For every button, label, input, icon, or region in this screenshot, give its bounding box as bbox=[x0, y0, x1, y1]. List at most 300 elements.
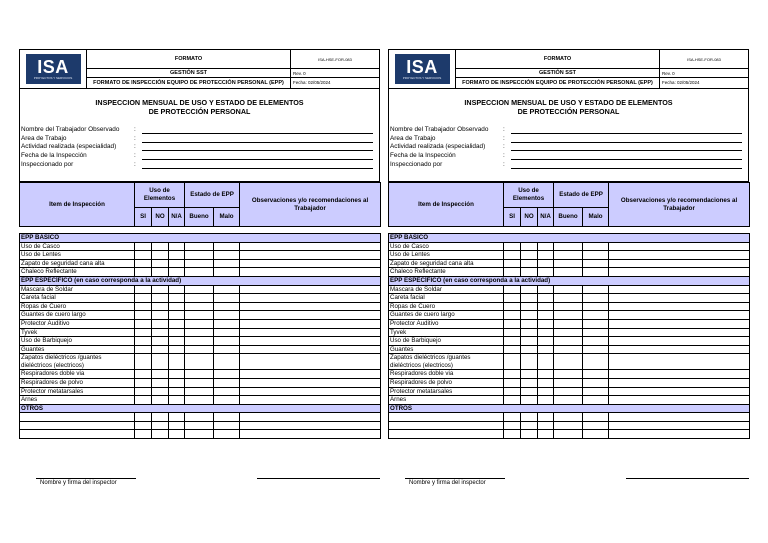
check-malo[interactable] bbox=[214, 413, 240, 422]
check-si[interactable] bbox=[504, 430, 521, 439]
check-malo[interactable] bbox=[583, 242, 609, 251]
observation-cell[interactable] bbox=[609, 251, 750, 260]
check-no[interactable] bbox=[521, 251, 538, 260]
check-na[interactable] bbox=[538, 345, 554, 354]
form-title: FORMATO DE INSPECCIÓN EQUIPO DE PROTECCIÓN PERSONAL (EPP) bbox=[456, 77, 659, 87]
check-si[interactable] bbox=[135, 294, 152, 303]
check-na[interactable] bbox=[538, 268, 554, 277]
check-na[interactable] bbox=[169, 370, 185, 379]
check-malo[interactable] bbox=[214, 259, 240, 268]
check-si[interactable] bbox=[135, 337, 152, 346]
check-no[interactable] bbox=[152, 259, 169, 268]
check-si[interactable] bbox=[135, 387, 152, 396]
check-no[interactable] bbox=[521, 302, 538, 311]
check-na[interactable] bbox=[538, 370, 554, 379]
check-na[interactable] bbox=[169, 337, 185, 346]
item-label[interactable] bbox=[389, 421, 504, 430]
check-malo[interactable] bbox=[583, 311, 609, 320]
table-row bbox=[389, 387, 750, 396]
check-si[interactable] bbox=[135, 370, 152, 379]
check-bueno[interactable] bbox=[185, 396, 214, 405]
check-bueno[interactable] bbox=[185, 337, 214, 346]
check-bueno[interactable] bbox=[554, 421, 583, 430]
check-bueno[interactable] bbox=[185, 378, 214, 387]
table-row bbox=[20, 337, 381, 346]
observation-cell[interactable] bbox=[609, 387, 750, 396]
check-si[interactable] bbox=[504, 370, 521, 379]
check-no[interactable] bbox=[521, 259, 538, 268]
check-si[interactable] bbox=[135, 319, 152, 328]
field-input-line[interactable] bbox=[511, 152, 742, 160]
field-input-line[interactable] bbox=[511, 135, 742, 143]
check-malo[interactable] bbox=[583, 319, 609, 328]
observation-cell[interactable] bbox=[609, 259, 750, 268]
check-no[interactable] bbox=[152, 413, 169, 422]
field-input-line[interactable] bbox=[142, 143, 373, 151]
item-label: Careta facial bbox=[20, 294, 135, 303]
check-si[interactable] bbox=[135, 268, 152, 277]
check-na[interactable] bbox=[169, 413, 185, 422]
check-na[interactable] bbox=[169, 319, 185, 328]
check-na[interactable] bbox=[169, 378, 185, 387]
table-row bbox=[389, 430, 750, 439]
check-malo[interactable] bbox=[583, 387, 609, 396]
check-no[interactable] bbox=[152, 430, 169, 439]
check-malo[interactable] bbox=[583, 251, 609, 260]
form-header bbox=[19, 49, 380, 89]
check-bueno[interactable] bbox=[185, 413, 214, 422]
check-bueno[interactable] bbox=[554, 242, 583, 251]
field-input-line[interactable] bbox=[142, 161, 373, 169]
section-epp-basico: EPP BASICO bbox=[389, 234, 750, 243]
observation-cell[interactable] bbox=[240, 396, 381, 405]
check-no[interactable] bbox=[521, 378, 538, 387]
check-si[interactable] bbox=[135, 378, 152, 387]
check-no[interactable] bbox=[152, 370, 169, 379]
check-no[interactable] bbox=[521, 421, 538, 430]
observation-cell[interactable] bbox=[609, 370, 750, 379]
check-no[interactable] bbox=[152, 242, 169, 251]
check-si[interactable] bbox=[504, 319, 521, 328]
check-bueno[interactable] bbox=[185, 259, 214, 268]
check-si[interactable] bbox=[504, 345, 521, 354]
col-no: NO bbox=[152, 208, 169, 227]
observation-cell[interactable] bbox=[609, 268, 750, 277]
observation-cell[interactable] bbox=[609, 354, 750, 370]
check-si[interactable] bbox=[135, 285, 152, 294]
check-si[interactable] bbox=[135, 251, 152, 260]
check-no[interactable] bbox=[521, 430, 538, 439]
check-malo[interactable] bbox=[583, 345, 609, 354]
check-malo[interactable] bbox=[214, 319, 240, 328]
check-bueno[interactable] bbox=[554, 259, 583, 268]
check-na[interactable] bbox=[538, 319, 554, 328]
observation-cell[interactable] bbox=[240, 387, 381, 396]
check-malo[interactable] bbox=[214, 396, 240, 405]
check-bueno[interactable] bbox=[554, 387, 583, 396]
inspector-signature-line[interactable] bbox=[36, 478, 136, 479]
observation-cell[interactable] bbox=[609, 294, 750, 303]
check-na[interactable] bbox=[169, 251, 185, 260]
check-na[interactable] bbox=[169, 242, 185, 251]
check-na[interactable] bbox=[169, 268, 185, 277]
observation-cell[interactable] bbox=[609, 413, 750, 422]
check-bueno[interactable] bbox=[185, 430, 214, 439]
check-si[interactable] bbox=[135, 311, 152, 320]
check-si[interactable] bbox=[504, 242, 521, 251]
check-malo[interactable] bbox=[583, 268, 609, 277]
check-no[interactable] bbox=[521, 285, 538, 294]
item-label: Arnes bbox=[389, 396, 504, 405]
check-na[interactable] bbox=[538, 302, 554, 311]
check-na[interactable] bbox=[169, 259, 185, 268]
field-label: Area de Trabajo bbox=[21, 134, 67, 142]
table-row bbox=[20, 345, 381, 354]
table-row bbox=[20, 328, 381, 337]
check-na[interactable] bbox=[169, 387, 185, 396]
observation-cell[interactable] bbox=[240, 302, 381, 311]
check-si[interactable] bbox=[504, 337, 521, 346]
check-na[interactable] bbox=[538, 242, 554, 251]
check-no[interactable] bbox=[152, 421, 169, 430]
observation-cell[interactable] bbox=[240, 378, 381, 387]
check-malo[interactable] bbox=[214, 328, 240, 337]
check-bueno[interactable] bbox=[185, 302, 214, 311]
check-si[interactable] bbox=[504, 294, 521, 303]
check-malo[interactable] bbox=[214, 302, 240, 311]
check-bueno[interactable] bbox=[554, 294, 583, 303]
check-bueno[interactable] bbox=[554, 268, 583, 277]
check-si[interactable] bbox=[504, 413, 521, 422]
check-bueno[interactable] bbox=[554, 311, 583, 320]
field-input-line[interactable] bbox=[142, 126, 373, 134]
check-malo[interactable] bbox=[583, 337, 609, 346]
inspector-signature-line[interactable] bbox=[405, 478, 505, 479]
check-bueno[interactable] bbox=[185, 387, 214, 396]
check-no[interactable] bbox=[152, 319, 169, 328]
check-si[interactable] bbox=[504, 311, 521, 320]
observation-cell[interactable] bbox=[240, 430, 381, 439]
check-bueno[interactable] bbox=[554, 328, 583, 337]
observation-cell[interactable] bbox=[609, 396, 750, 405]
check-si[interactable] bbox=[135, 345, 152, 354]
observation-cell[interactable] bbox=[609, 430, 750, 439]
check-no[interactable] bbox=[152, 285, 169, 294]
check-bueno[interactable] bbox=[185, 251, 214, 260]
check-bueno[interactable] bbox=[554, 396, 583, 405]
observation-cell[interactable] bbox=[240, 259, 381, 268]
check-malo[interactable] bbox=[583, 259, 609, 268]
check-no[interactable] bbox=[521, 387, 538, 396]
check-no[interactable] bbox=[521, 413, 538, 422]
check-no[interactable] bbox=[152, 396, 169, 405]
table-row bbox=[20, 251, 381, 260]
field-input-line[interactable] bbox=[142, 135, 373, 143]
field-input-line[interactable] bbox=[142, 152, 373, 160]
check-bueno[interactable] bbox=[554, 354, 583, 370]
observation-cell[interactable] bbox=[240, 370, 381, 379]
check-malo[interactable] bbox=[214, 242, 240, 251]
check-no[interactable] bbox=[152, 294, 169, 303]
check-na[interactable] bbox=[538, 354, 554, 370]
check-malo[interactable] bbox=[214, 378, 240, 387]
check-malo[interactable] bbox=[214, 354, 240, 370]
check-bueno[interactable] bbox=[185, 294, 214, 303]
observation-cell[interactable] bbox=[609, 285, 750, 294]
item-label: Careta facial bbox=[389, 294, 504, 303]
field-row: Nombre del Trabajador Observado : bbox=[20, 126, 379, 135]
check-malo[interactable] bbox=[214, 387, 240, 396]
check-no[interactable] bbox=[521, 319, 538, 328]
item-label: Ropas de Cuero bbox=[389, 302, 504, 311]
check-si[interactable] bbox=[504, 328, 521, 337]
check-si[interactable] bbox=[135, 328, 152, 337]
check-bueno[interactable] bbox=[554, 345, 583, 354]
second-signature-line[interactable] bbox=[257, 478, 380, 479]
table-row bbox=[389, 242, 750, 251]
check-malo[interactable] bbox=[583, 302, 609, 311]
observation-cell[interactable] bbox=[240, 311, 381, 320]
observation-cell[interactable] bbox=[240, 354, 381, 370]
field-input-line[interactable] bbox=[511, 126, 742, 134]
check-na[interactable] bbox=[169, 285, 185, 294]
check-malo[interactable] bbox=[214, 251, 240, 260]
form-header bbox=[388, 49, 749, 89]
check-no[interactable] bbox=[152, 337, 169, 346]
check-no[interactable] bbox=[521, 354, 538, 370]
item-label[interactable] bbox=[20, 421, 135, 430]
check-no[interactable] bbox=[152, 302, 169, 311]
check-malo[interactable] bbox=[583, 378, 609, 387]
worker-fields bbox=[20, 126, 379, 169]
item-label: Protector metatarsales bbox=[20, 387, 135, 396]
observation-cell[interactable] bbox=[609, 328, 750, 337]
check-bueno[interactable] bbox=[554, 337, 583, 346]
table-row bbox=[20, 354, 381, 370]
item-label[interactable] bbox=[20, 430, 135, 439]
check-bueno[interactable] bbox=[554, 302, 583, 311]
form-title: FORMATO DE INSPECCIÓN EQUIPO DE PROTECCIÓN PERSONAL (EPP) bbox=[87, 77, 290, 87]
check-malo[interactable] bbox=[583, 285, 609, 294]
second-signature-line[interactable] bbox=[626, 478, 749, 479]
check-na[interactable] bbox=[538, 430, 554, 439]
check-na[interactable] bbox=[169, 302, 185, 311]
check-si[interactable] bbox=[504, 259, 521, 268]
observation-cell[interactable] bbox=[240, 421, 381, 430]
check-na[interactable] bbox=[169, 345, 185, 354]
check-bueno[interactable] bbox=[554, 319, 583, 328]
check-si[interactable] bbox=[504, 268, 521, 277]
check-na[interactable] bbox=[169, 328, 185, 337]
check-no[interactable] bbox=[152, 328, 169, 337]
check-malo[interactable] bbox=[583, 328, 609, 337]
check-malo[interactable] bbox=[214, 370, 240, 379]
check-malo[interactable] bbox=[214, 294, 240, 303]
check-no[interactable] bbox=[521, 311, 538, 320]
check-malo[interactable] bbox=[583, 294, 609, 303]
observation-cell[interactable] bbox=[240, 328, 381, 337]
check-no[interactable] bbox=[521, 370, 538, 379]
check-malo[interactable] bbox=[214, 285, 240, 294]
check-bueno[interactable] bbox=[185, 311, 214, 320]
check-malo[interactable] bbox=[583, 430, 609, 439]
observation-cell[interactable] bbox=[240, 242, 381, 251]
check-si[interactable] bbox=[504, 387, 521, 396]
check-malo[interactable] bbox=[214, 421, 240, 430]
check-si[interactable] bbox=[504, 354, 521, 370]
check-bueno[interactable] bbox=[185, 354, 214, 370]
check-bueno[interactable] bbox=[554, 285, 583, 294]
check-si[interactable] bbox=[135, 302, 152, 311]
item-label[interactable] bbox=[20, 413, 135, 422]
check-na[interactable] bbox=[169, 421, 185, 430]
check-malo[interactable] bbox=[214, 268, 240, 277]
isa-logo: ISA PROYECTOS Y SERVICIOS bbox=[26, 54, 81, 84]
observation-cell[interactable] bbox=[609, 302, 750, 311]
check-bueno[interactable] bbox=[554, 251, 583, 260]
check-malo[interactable] bbox=[583, 421, 609, 430]
observation-cell[interactable] bbox=[609, 378, 750, 387]
check-si[interactable] bbox=[504, 251, 521, 260]
check-na[interactable] bbox=[538, 387, 554, 396]
observation-cell[interactable] bbox=[240, 319, 381, 328]
check-na[interactable] bbox=[538, 251, 554, 260]
field-input-line[interactable] bbox=[511, 143, 742, 151]
check-na[interactable] bbox=[538, 311, 554, 320]
section-epp-especifico: EPP ESPECÍFICO (en caso corresponda a la actividad) bbox=[389, 276, 750, 285]
observation-cell[interactable] bbox=[609, 337, 750, 346]
check-no[interactable] bbox=[521, 294, 538, 303]
check-si[interactable] bbox=[504, 378, 521, 387]
check-bueno[interactable] bbox=[554, 370, 583, 379]
check-na[interactable] bbox=[538, 259, 554, 268]
item-label: Uso de Casco bbox=[20, 242, 135, 251]
check-na[interactable] bbox=[538, 421, 554, 430]
check-si[interactable] bbox=[135, 430, 152, 439]
check-bueno[interactable] bbox=[185, 421, 214, 430]
check-bueno[interactable] bbox=[185, 345, 214, 354]
check-no[interactable] bbox=[152, 378, 169, 387]
check-malo[interactable] bbox=[214, 311, 240, 320]
item-label: Uso de Casco bbox=[389, 242, 504, 251]
check-na[interactable] bbox=[169, 430, 185, 439]
check-si[interactable] bbox=[135, 259, 152, 268]
check-na[interactable] bbox=[538, 396, 554, 405]
observation-cell[interactable] bbox=[609, 242, 750, 251]
check-no[interactable] bbox=[521, 345, 538, 354]
check-no[interactable] bbox=[521, 242, 538, 251]
check-no[interactable] bbox=[152, 268, 169, 277]
check-malo[interactable] bbox=[214, 430, 240, 439]
observation-cell[interactable] bbox=[609, 345, 750, 354]
check-bueno[interactable] bbox=[554, 430, 583, 439]
field-label: Fecha de la Inspección bbox=[390, 152, 456, 160]
check-no[interactable] bbox=[152, 345, 169, 354]
check-si[interactable] bbox=[135, 242, 152, 251]
inspection-table bbox=[19, 182, 381, 439]
observation-cell[interactable] bbox=[240, 285, 381, 294]
check-malo[interactable] bbox=[214, 345, 240, 354]
check-si[interactable] bbox=[135, 396, 152, 405]
check-na[interactable] bbox=[169, 294, 185, 303]
item-label[interactable] bbox=[389, 413, 504, 422]
check-na[interactable] bbox=[169, 396, 185, 405]
check-bueno[interactable] bbox=[185, 328, 214, 337]
check-no[interactable] bbox=[152, 387, 169, 396]
table-row bbox=[20, 319, 381, 328]
item-label: Zapato de seguridad cana alta bbox=[389, 259, 504, 268]
check-si[interactable] bbox=[504, 421, 521, 430]
check-bueno[interactable] bbox=[185, 319, 214, 328]
check-na[interactable] bbox=[538, 378, 554, 387]
check-si[interactable] bbox=[135, 354, 152, 370]
observation-cell[interactable] bbox=[240, 268, 381, 277]
item-label: Zapatos dieléctricos /guantes dieléctricos (electricos) bbox=[20, 354, 135, 370]
check-no[interactable] bbox=[521, 268, 538, 277]
check-na[interactable] bbox=[538, 413, 554, 422]
col-bueno: Bueno bbox=[554, 208, 583, 227]
check-bueno[interactable] bbox=[554, 413, 583, 422]
check-malo[interactable] bbox=[214, 337, 240, 346]
observation-cell[interactable] bbox=[609, 421, 750, 430]
field-label: Actividad realizada (especialidad) bbox=[390, 143, 486, 151]
observation-cell[interactable] bbox=[240, 413, 381, 422]
item-label[interactable] bbox=[389, 430, 504, 439]
check-no[interactable] bbox=[521, 396, 538, 405]
observation-cell[interactable] bbox=[240, 337, 381, 346]
field-input-line[interactable] bbox=[511, 161, 742, 169]
check-malo[interactable] bbox=[583, 396, 609, 405]
item-label: Chaleco Reflectante bbox=[389, 268, 504, 277]
check-na[interactable] bbox=[169, 354, 185, 370]
check-si[interactable] bbox=[135, 413, 152, 422]
check-no[interactable] bbox=[521, 328, 538, 337]
check-malo[interactable] bbox=[583, 370, 609, 379]
check-si[interactable] bbox=[135, 421, 152, 430]
check-na[interactable] bbox=[538, 337, 554, 346]
check-no[interactable] bbox=[521, 337, 538, 346]
check-si[interactable] bbox=[504, 302, 521, 311]
check-na[interactable] bbox=[538, 328, 554, 337]
check-no[interactable] bbox=[152, 251, 169, 260]
check-na[interactable] bbox=[169, 311, 185, 320]
check-si[interactable] bbox=[504, 396, 521, 405]
check-si[interactable] bbox=[504, 285, 521, 294]
signature-area-right bbox=[388, 478, 749, 492]
check-na[interactable] bbox=[538, 294, 554, 303]
check-bueno[interactable] bbox=[185, 242, 214, 251]
field-row: Fecha de la Inspección : bbox=[389, 152, 748, 161]
check-no[interactable] bbox=[152, 311, 169, 320]
check-no[interactable] bbox=[152, 354, 169, 370]
check-bueno[interactable] bbox=[185, 268, 214, 277]
check-malo[interactable] bbox=[583, 413, 609, 422]
field-label: Fecha de la Inspección bbox=[21, 152, 87, 160]
check-bueno[interactable] bbox=[554, 378, 583, 387]
field-row: Area de Trabajo : bbox=[20, 135, 379, 144]
check-bueno[interactable] bbox=[185, 285, 214, 294]
observation-cell[interactable] bbox=[240, 251, 381, 260]
observation-cell[interactable] bbox=[240, 345, 381, 354]
observation-cell[interactable] bbox=[609, 319, 750, 328]
check-na[interactable] bbox=[538, 285, 554, 294]
check-bueno[interactable] bbox=[185, 370, 214, 379]
observation-cell[interactable] bbox=[240, 294, 381, 303]
item-label: Uso de Barbiquejo bbox=[389, 337, 504, 346]
observation-cell[interactable] bbox=[609, 311, 750, 320]
check-malo[interactable] bbox=[583, 354, 609, 370]
item-label: Tyvek bbox=[20, 328, 135, 337]
